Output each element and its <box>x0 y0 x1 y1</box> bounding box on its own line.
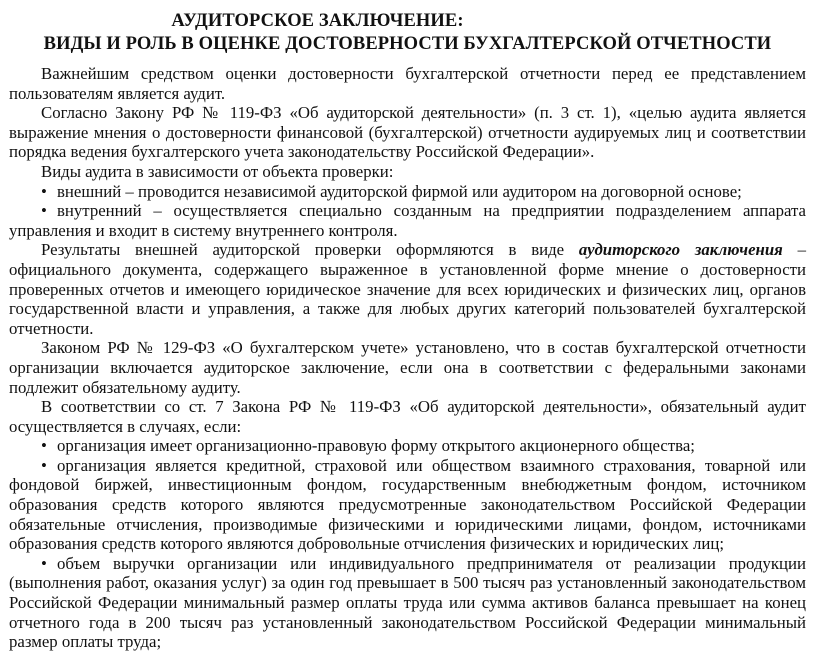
paragraph-article-7: В соответствии со ст. 7 Закона РФ № 119-ФЗ «Об аудиторской деятельности», обязательный аудит осуществляется в случаях, если: <box>9 397 806 436</box>
title-line-2: ВИДЫ И РОЛЬ В ОЦЕНКЕ ДОСТОВЕРНОСТИ БУХГАЛТЕРСКОЙ ОТЧЕТНОСТИ <box>43 34 772 54</box>
bullet-external-audit <box>9 182 806 202</box>
bullet-text: организация является кредитной, страховой или обществом взаимного страхования, товарной или фондовой биржей, инвестиционным фондом, государственным внебюджетным фондом, источником образования средств которого являются предусмотренные законодательством Российской Федерации обязательные отчисления, производимые физическими и юридическими лицами, фондом, источниками образования средств которого являются добровольные отчисления физических и юридических лиц; <box>9 455 806 554</box>
bullet-ojsc <box>9 436 806 456</box>
bullet-revenue <box>9 554 806 652</box>
bullet-text: внутренний – осуществляется специально созданным на предприятии подразделением аппарата управления и входит в систему внутреннего контроля. <box>9 201 806 240</box>
bullet-text: внешний – проводится независимой аудиторской фирмой или аудитором на договорной основе; <box>57 181 742 201</box>
bullet-icon: • <box>41 436 47 456</box>
bullet-icon: • <box>41 455 47 475</box>
bullet-icon: • <box>41 201 47 221</box>
paragraph-law-119: Согласно Закону РФ № 119-ФЗ «Об аудиторской деятельности» (п. 3 ст. 1), «целью аудита является выражение мнения о достоверности финансовой (бухгалтерской) отчетности аудируемых лиц и соответствии порядка ведения бухгалтерского учета законодательству Российской Федерации». <box>9 103 806 162</box>
bullet-text: объем выручки организации или индивидуального предпринимателя от реализации продукции (выполнения работ, оказания услуг) за один год превышает в 500 тысяч раз установленный законодательством Российской Федерации минимальный размер оплаты труда или сумма активов баланса превышает на конец отчетного года в 200 тысяч раз установленный законодательством Российской Федерации минимальный размер оплаты труда; <box>9 553 806 652</box>
bullet-internal-audit <box>9 201 806 240</box>
term-audit-report: аудиторского заключения <box>578 240 783 260</box>
paragraph-audit-types: Виды аудита в зависимости от объекта проверки: <box>41 161 394 181</box>
bullet-icon: • <box>41 553 47 573</box>
paragraph-audit-report <box>9 240 806 338</box>
title-line-1: АУДИТОРСКОЕ ЗАКЛЮЧЕНИЕ: <box>171 11 464 31</box>
text-run: Результаты внешней аудиторской проверки оформляются в виде <box>41 240 579 260</box>
paragraph-law-129: Законом РФ № 129-ФЗ «О бухгалтерском учете» установлено, что в состав бухгалтерской отчетности организации включается аудиторское заключение, если она в соответствии с федеральными законами подлежит обязательному аудиту. <box>9 338 806 397</box>
document-title <box>9 10 806 56</box>
bullet-icon: • <box>41 181 47 201</box>
bullet-text: организация имеет организационно-правовую форму открытого акционерного общества; <box>57 436 695 456</box>
document-body <box>9 64 806 652</box>
text-run: – официального документа, содержащего выраженное в установленной форме мнение о достоверности проверенных отчетов и имеющего юридическое значение для всех юридических и физических лиц, органов государственной власти и управления, а также для любых других категорий пользователей бухгалтерской отчетности. <box>9 240 807 338</box>
paragraph-intro: Важнейшим средством оценки достоверности бухгалтерской отчетности перед ее представлением пользователям является аудит. <box>9 64 806 103</box>
bullet-credit-org <box>9 456 806 554</box>
